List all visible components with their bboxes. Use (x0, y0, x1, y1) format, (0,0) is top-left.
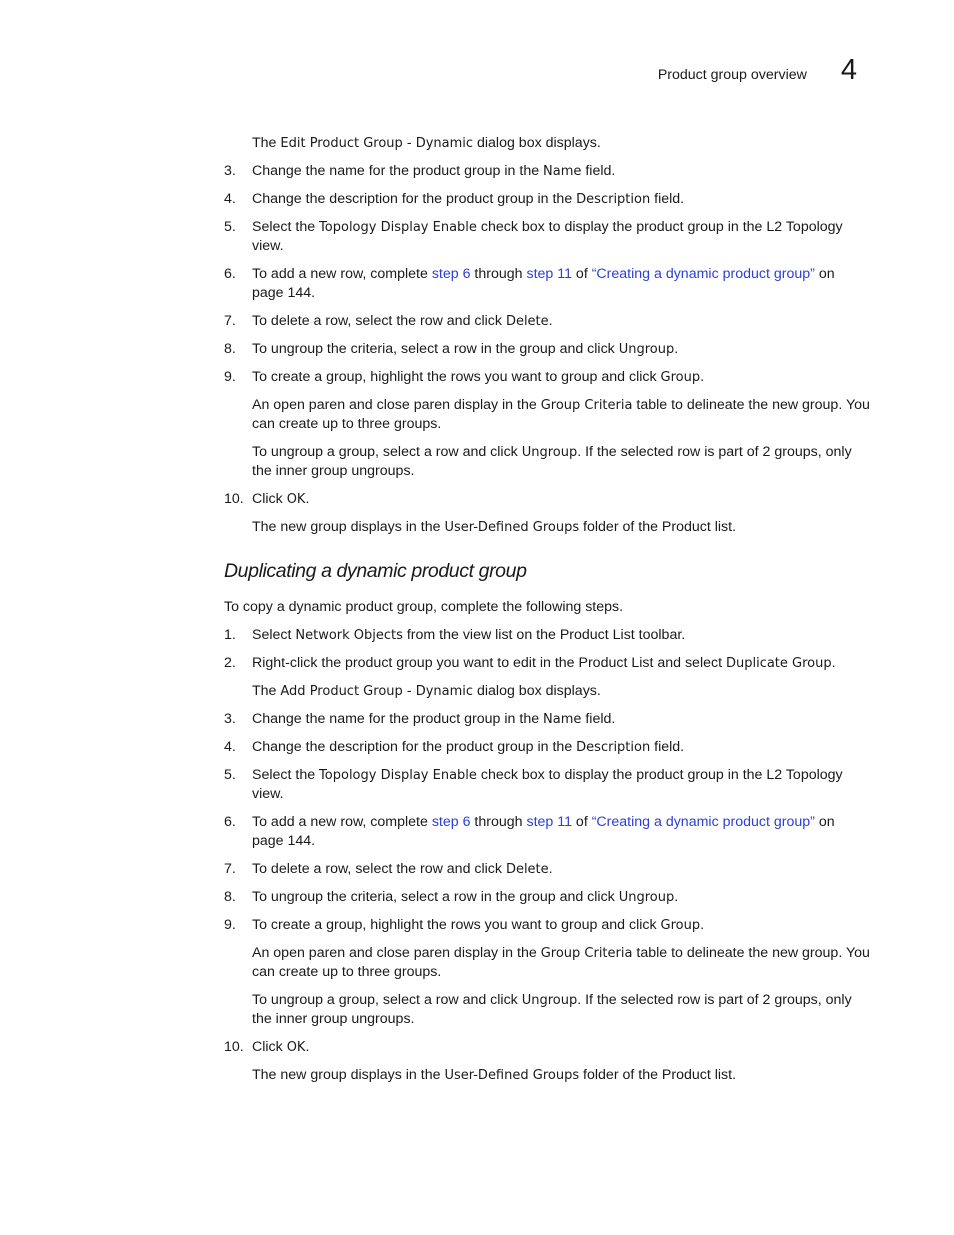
dup-step-9-note-a: An open paren and close paren display in the Group Criteria table to delineate the new group. You can create up to three groups. (252, 945, 870, 980)
step-6-link[interactable]: step 6 (431, 266, 471, 282)
edit-step-9-note-a: An open paren and close paren display in the Group Criteria table to delineate the new group. You can create up to three groups. (252, 397, 870, 432)
edit-step-4: 4. Change the description for the product group in the Description field. (224, 191, 685, 207)
page-content (224, 134, 870, 1094)
creating-dynamic-group-link[interactable]: “Creating a dynamic product group” (591, 266, 815, 282)
dup-step-7: 7. To delete a row, select the row and click Delete. (224, 861, 553, 877)
chapter-number: 4 (840, 54, 857, 86)
edit-step-9-note-b: To ungroup a group, select a row and click Ungroup. If the selected row is part of 2 groups, only the inner group ungroups. (252, 444, 852, 479)
dup-step-6: 6. To add a new row, complete step 6 through step 11 of “Creating a dynamic product group” on page 144. (224, 814, 835, 849)
step-11-link[interactable]: step 11 (526, 266, 572, 282)
dup-step-4: 4. Change the description for the product group in the Description field. (224, 739, 685, 755)
section-heading: Duplicating a dynamic product group (224, 560, 527, 582)
step-11-link[interactable]: step 11 (526, 814, 572, 830)
dup-step-1: 1. Select Network Objects from the view list on the Product List toolbar. (224, 627, 686, 643)
edit-dialog-note: The Edit Product Group - Dynamic dialog box displays. (252, 135, 601, 151)
dup-intro: To copy a dynamic product group, complete the following steps. (224, 599, 624, 615)
dup-step-8: 8. To ungroup the criteria, select a row in the group and click Ungroup. (224, 889, 679, 905)
edit-step-6: 6. To add a new row, complete step 6 through step 11 of “Creating a dynamic product group” on page 144. (224, 266, 835, 301)
edit-step-10: 10. Click OK. (224, 491, 310, 507)
dup-step-10: 10. Click OK. (224, 1039, 310, 1055)
dup-step-9: 9. To create a group, highlight the rows you want to group and click Group. (224, 917, 705, 933)
dup-step-9-note-b: To ungroup a group, select a row and click Ungroup. If the selected row is part of 2 groups, only the inner group ungroups. (252, 992, 852, 1027)
edit-step-10-note: The new group displays in the User-Defined Groups folder of the Product list. (252, 519, 737, 535)
edit-step-9: 9. To create a group, highlight the rows you want to group and click Group. (224, 369, 705, 385)
edit-step-5: 5. Select the Topology Display Enable check box to display the product group in the L2 Topology view. (224, 219, 843, 254)
step-6-link[interactable]: step 6 (431, 814, 471, 830)
dup-step-5: 5. Select the Topology Display Enable check box to display the product group in the L2 Topology view. (224, 767, 843, 802)
edit-step-7: 7. To delete a row, select the row and click Delete. (224, 313, 553, 329)
dup-step-3: 3. Change the name for the product group in the Name field. (224, 711, 616, 727)
section-title: Product group overview (657, 67, 807, 83)
edit-step-8: 8. To ungroup the criteria, select a row in the group and click Ungroup. (224, 341, 679, 357)
dup-step-2-note: The Add Product Group - Dynamic dialog box displays. (252, 683, 601, 699)
edit-step-3: 3. Change the name for the product group in the Name field. (224, 163, 616, 179)
dup-step-2: 2. Right-click the product group you want to edit in the Product List and select Duplicate Group. (224, 655, 836, 671)
dialog-name: Edit Product Group - Dynamic (280, 136, 474, 151)
running-header (658, 56, 857, 85)
creating-dynamic-group-link[interactable]: “Creating a dynamic product group” (591, 814, 815, 830)
dup-step-10-note: The new group displays in the User-Defined Groups folder of the Product list. (252, 1067, 737, 1083)
